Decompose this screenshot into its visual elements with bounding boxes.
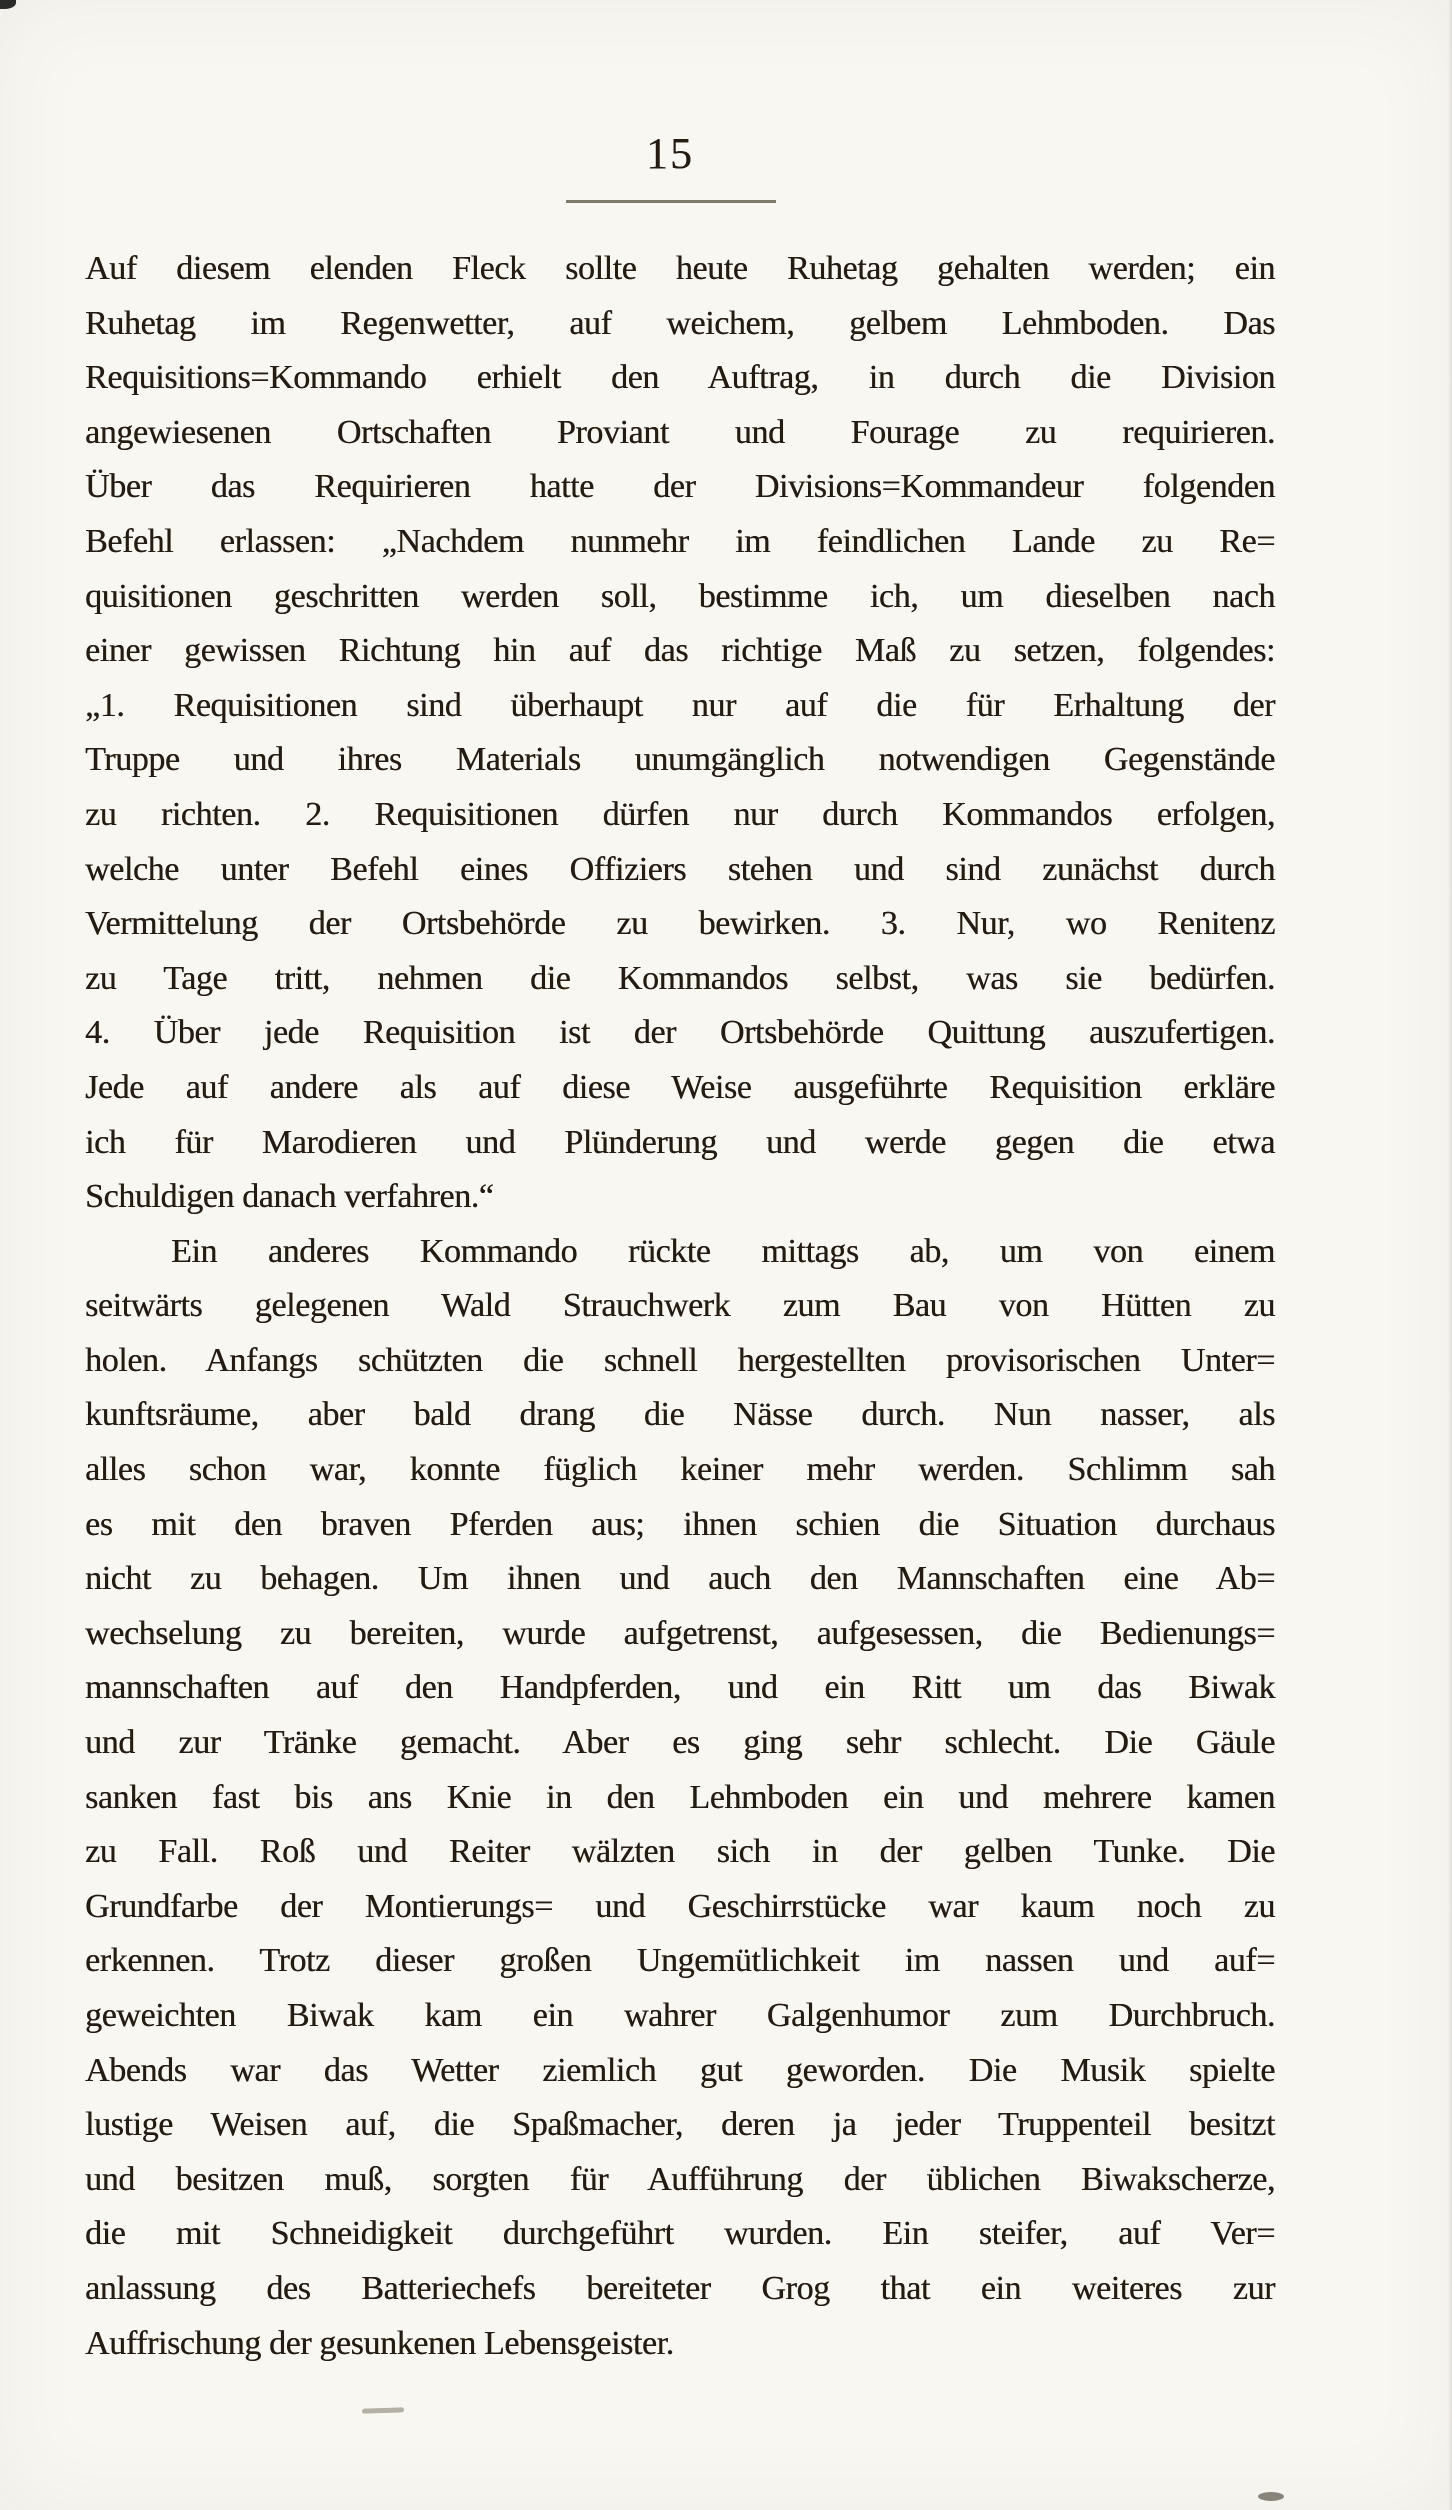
text-line: Grundfarbe der Montierungs= und Geschirrstücke war kaum noch zu (85, 1887, 1275, 1925)
text-line: ich für Marodieren und Plünderung und werde gegen die etwa (85, 1123, 1275, 1161)
text-line: Jede auf andere als auf diese Weise ausgeführte Requisition erkläre (85, 1068, 1275, 1106)
text-line: lustige Weisen auf, die Spaßmacher, deren ja jeder Truppenteil besitzt (85, 2106, 1275, 2144)
text-line: „1. Requisitionen sind überhaupt nur auf die für Erhaltung der (85, 686, 1275, 724)
scan-artifact-right-edge (1448, 0, 1452, 2510)
text-line: zu Tage tritt, nehmen die Kommandos selbst, was sie bedürfen. (85, 959, 1275, 997)
text-line: angewiesenen Ortschaften Proviant und Fourage zu requirieren. (85, 413, 1275, 451)
text-line: einer gewissen Richtung hin auf das richtige Maß zu setzen, folgendes: (85, 632, 1275, 670)
text-line: Vermittelung der Ortsbehörde zu bewirken. 3. Nur, wo Renitenz (85, 905, 1275, 943)
text-line: Schuldigen danach verfahren.“ (85, 1178, 494, 1216)
text-line: wechselung zu bereiten, wurde aufgetrenst, aufgesessen, die Bedienungs= (85, 1614, 1275, 1652)
text-line: Requisitions=Kommando erhielt den Auftrag, in durch die Division (85, 359, 1275, 397)
page-number: 15 (646, 129, 694, 178)
text-line: und besitzen muß, sorgten für Aufführung der üblichen Biwakscherze, (85, 2160, 1275, 2198)
text-line: kunftsräume, aber bald drang die Nässe durch. Nun nasser, als (85, 1396, 1275, 1434)
text-line: alles schon war, konnte füglich keiner mehr werden. Schlimm sah (85, 1451, 1275, 1489)
text-line: Auf diesem elenden Fleck sollte heute Ruhetag gehalten werden; ein (85, 250, 1275, 287)
text-line: welche unter Befehl eines Offiziers stehen und sind zunächst durch (85, 850, 1275, 888)
text-line: geweichten Biwak kam ein wahrer Galgenhumor zum Durchbruch. (85, 1997, 1275, 2034)
text-line: es mit den braven Pferden aus; ihnen schien die Situation durchaus (85, 1505, 1275, 1543)
body-text-block (85, 242, 1275, 2371)
text-line: und zur Tränke gemacht. Aber es ging sehr schlecht. Die Gäule (85, 1724, 1275, 1762)
text-line: Auffrischung der gesunkenen Lebensgeister. (85, 2324, 674, 2362)
scan-artifact-bottom-dash (362, 2407, 404, 2413)
text-line: anlassung des Batteriechefs bereiteter Grog that ein weiteres zur (85, 2269, 1275, 2307)
scan-artifact-top-left (0, 0, 16, 9)
text-line: Über das Requirieren hatte der Divisions=Kommandeur folgenden (85, 468, 1275, 506)
text-line: Befehl erlassen: „Nachdem nunmehr im feindlichen Lande zu Re= (85, 522, 1275, 560)
text-line: Truppe und ihres Materials unumgänglich notwendigen Gegenstände (85, 741, 1275, 779)
text-line: nicht zu behagen. Um ihnen und auch den Mannschaften eine Ab= (85, 1560, 1275, 1598)
text-line: erkennen. Trotz dieser großen Ungemütlichkeit im nassen und auf= (85, 1942, 1275, 1980)
scan-artifact-bottom-right (1258, 2492, 1284, 2501)
text-line: 4. Über jede Requisition ist der Ortsbehörde Quittung auszufertigen. (85, 1014, 1275, 1052)
text-line: die mit Schneidigkeit durchgeführt wurden. Ein steifer, auf Ver= (85, 2215, 1275, 2253)
text-line: zu Fall. Roß und Reiter wälzten sich in der gelben Tunke. Die (85, 1833, 1275, 1871)
text-line: Abends war das Wetter ziemlich gut geworden. Die Musik spielte (85, 2051, 1275, 2089)
text-line: holen. Anfangs schützten die schnell hergestellten provisorischen Unter= (85, 1341, 1275, 1379)
text-line: sanken fast bis ans Knie in den Lehmboden ein und mehrere kamen (85, 1778, 1275, 1816)
text-line: seitwärts gelegenen Wald Strauchwerk zum Bau von Hütten zu (85, 1287, 1275, 1325)
page-number-rule (566, 200, 776, 203)
text-line: zu richten. 2. Requisitionen dürfen nur durch Kommandos erfolgen, (85, 795, 1275, 833)
text-line: Ein anderes Kommando rückte mittags ab, um von einem (171, 1232, 1275, 1270)
text-line: mannschaften auf den Handpferden, und ein Ritt um das Biwak (85, 1669, 1275, 1707)
text-line: Ruhetag im Regenwetter, auf weichem, gelbem Lehmboden. Das (85, 304, 1275, 342)
text-line: quisitionen geschritten werden soll, bestimme ich, um dieselben nach (85, 577, 1275, 615)
